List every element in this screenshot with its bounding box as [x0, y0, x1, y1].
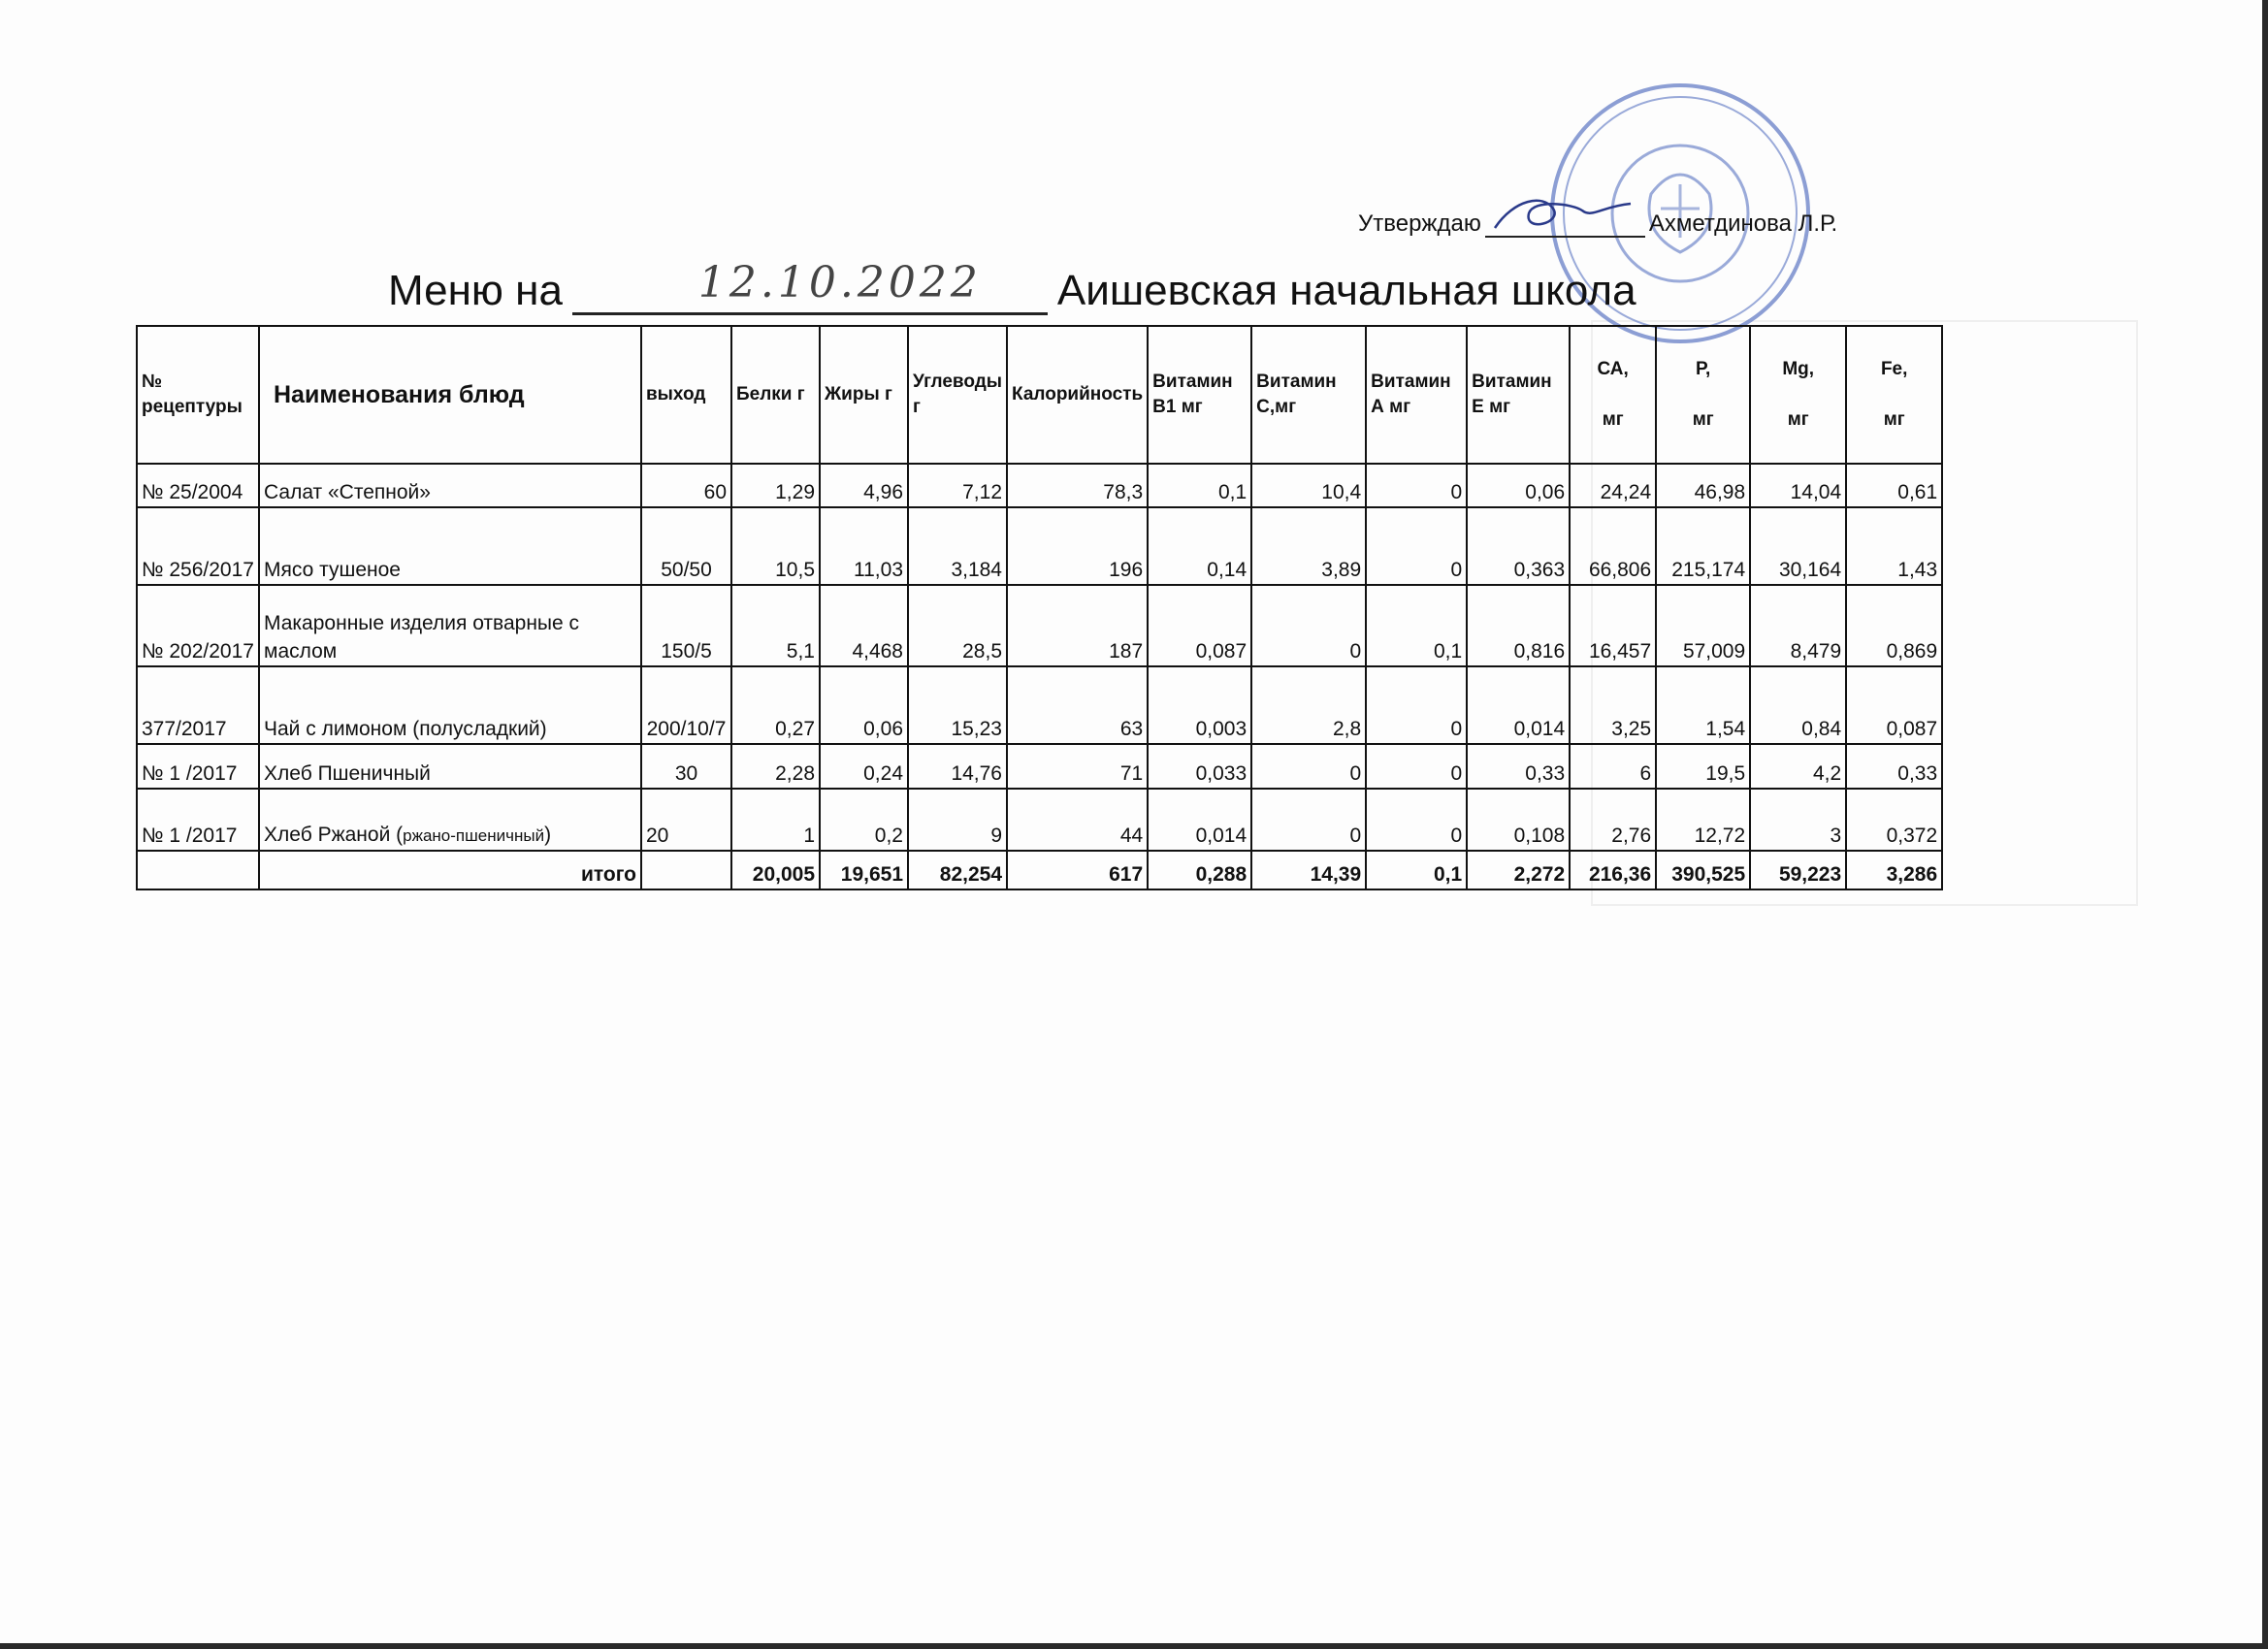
- c-cell: 3,89: [1251, 507, 1366, 585]
- ca-cell: 3,25: [1570, 666, 1656, 744]
- total-c: 14,39: [1251, 851, 1366, 889]
- carbs-cell: 14,76: [908, 744, 1007, 789]
- carbs-cell: 28,5: [908, 585, 1007, 666]
- proteins-cell: 2,28: [731, 744, 820, 789]
- mg-label: Mg,: [1782, 359, 1815, 379]
- b1-cell: 0,1: [1148, 464, 1251, 507]
- dish-cell: Чай с лимоном (полусладкий): [259, 666, 641, 744]
- a-cell: 0: [1366, 789, 1467, 851]
- total-fats: 19,651: [820, 851, 908, 889]
- mg-cell: 30,164: [1750, 507, 1846, 585]
- total-carbs: 82,254: [908, 851, 1007, 889]
- signature-line: [1485, 210, 1645, 238]
- fats-cell: 4,468: [820, 585, 908, 666]
- dish-cell: [259, 789, 641, 851]
- approval-line: [1358, 199, 1837, 238]
- calories-cell: 187: [1007, 585, 1148, 666]
- e-cell: 0,108: [1467, 789, 1570, 851]
- ca-cell: 16,457: [1570, 585, 1656, 666]
- a-cell: 0: [1366, 744, 1467, 789]
- title-prefix: Меню на: [388, 267, 563, 314]
- c-cell: 10,4: [1251, 464, 1366, 507]
- proteins-cell: 1: [731, 789, 820, 851]
- mg-cell: 8,479: [1750, 585, 1846, 666]
- total-proteins: 20,005: [731, 851, 820, 889]
- fats-cell: 0,06: [820, 666, 908, 744]
- output-cell: 50/50: [641, 507, 731, 585]
- output-cell: 20: [641, 789, 731, 851]
- a-cell: 0: [1366, 666, 1467, 744]
- output-cell: 200/10/7: [641, 666, 731, 744]
- col-vit-a: Витамин А мг: [1366, 326, 1467, 464]
- carbs-cell: 9: [908, 789, 1007, 851]
- p-cell: 1,54: [1656, 666, 1750, 744]
- col-p: [1656, 326, 1750, 464]
- col-dish-name: Наименования блюд: [259, 326, 641, 464]
- calories-cell: 71: [1007, 744, 1148, 789]
- col-carbs: Углеводы г: [908, 326, 1007, 464]
- fe-cell: 0,372: [1846, 789, 1942, 851]
- total-calories: 617: [1007, 851, 1148, 889]
- mg-cell: 3: [1750, 789, 1846, 851]
- table-row: [137, 507, 1942, 585]
- dish-cell: Мясо тушеное: [259, 507, 641, 585]
- total-p: 390,525: [1656, 851, 1750, 889]
- page-title: [388, 258, 1636, 315]
- proteins-cell: 10,5: [731, 507, 820, 585]
- dish-name-main: Хлеб Ржаной (: [264, 824, 404, 846]
- b1-cell: 0,003: [1148, 666, 1251, 744]
- col-vit-b1: Витамин В1 мг: [1148, 326, 1251, 464]
- total-mg: 59,223: [1750, 851, 1846, 889]
- col-vit-e: Витамин Е мг: [1467, 326, 1570, 464]
- a-cell: 0: [1366, 507, 1467, 585]
- col-calories: Калорийность: [1007, 326, 1148, 464]
- total-label: итого: [259, 851, 641, 889]
- col-ca: [1570, 326, 1656, 464]
- b1-cell: 0,087: [1148, 585, 1251, 666]
- mg-cell: 0,84: [1750, 666, 1846, 744]
- p-cell: 46,98: [1656, 464, 1750, 507]
- e-cell: 0,816: [1467, 585, 1570, 666]
- carbs-cell: 15,23: [908, 666, 1007, 744]
- proteins-cell: 0,27: [731, 666, 820, 744]
- ca-cell: 24,24: [1570, 464, 1656, 507]
- total-ca: 216,36: [1570, 851, 1656, 889]
- mg-cell: 14,04: [1750, 464, 1846, 507]
- scan-edge-bottom: [0, 1643, 2268, 1649]
- a-cell: 0: [1366, 464, 1467, 507]
- fats-cell: 4,96: [820, 464, 908, 507]
- dish-cell: Макаронные изделия отварные с маслом: [259, 585, 641, 666]
- b1-cell: 0,033: [1148, 744, 1251, 789]
- dish-cell: Салат «Степной»: [259, 464, 641, 507]
- e-cell: 0,06: [1467, 464, 1570, 507]
- table-row: [137, 666, 1942, 744]
- e-cell: 0,014: [1467, 666, 1570, 744]
- output-cell: 60: [641, 464, 731, 507]
- col-fats: Жиры г: [820, 326, 908, 464]
- fe-cell: 0,087: [1846, 666, 1942, 744]
- approve-label: Утверждаю: [1358, 210, 1481, 237]
- handwritten-date: 12.10.2022: [697, 258, 982, 307]
- calories-cell: 44: [1007, 789, 1148, 851]
- col-vit-c: Витамин С,мг: [1251, 326, 1366, 464]
- ca-unit: мг: [1602, 409, 1624, 430]
- total-b1: 0,288: [1148, 851, 1251, 889]
- b1-cell: 0,14: [1148, 507, 1251, 585]
- recipe-cell: № 25/2004: [137, 464, 259, 507]
- mg-cell: 4,2: [1750, 744, 1846, 789]
- p-cell: 12,72: [1656, 789, 1750, 851]
- ca-cell: 2,76: [1570, 789, 1656, 851]
- e-cell: 0,33: [1467, 744, 1570, 789]
- c-cell: 0: [1251, 585, 1366, 666]
- ca-cell: 6: [1570, 744, 1656, 789]
- col-mg: [1750, 326, 1846, 464]
- header-row: [137, 326, 1942, 464]
- recipe-cell: № 1 /2017: [137, 789, 259, 851]
- carbs-cell: 7,12: [908, 464, 1007, 507]
- dish-cell: Хлеб Пшеничный: [259, 744, 641, 789]
- b1-cell: 0,014: [1148, 789, 1251, 851]
- p-cell: 215,174: [1656, 507, 1750, 585]
- total-e: 2,272: [1467, 851, 1570, 889]
- scan-edge-right: [2262, 0, 2268, 1649]
- total-empty-cell: [137, 851, 259, 889]
- output-cell: 30: [641, 744, 731, 789]
- a-cell: 0,1: [1366, 585, 1467, 666]
- dish-name-note: ржано-пшеничный: [403, 826, 545, 845]
- p-unit: мг: [1692, 409, 1714, 430]
- col-proteins: Белки г: [731, 326, 820, 464]
- p-label: Р,: [1696, 359, 1711, 379]
- fe-unit: мг: [1883, 409, 1905, 430]
- total-fe: 3,286: [1846, 851, 1942, 889]
- table-row: [137, 789, 1942, 851]
- total-row: [137, 851, 1942, 889]
- p-cell: 19,5: [1656, 744, 1750, 789]
- fats-cell: 0,2: [820, 789, 908, 851]
- menu-table: [136, 325, 1943, 890]
- col-fe: [1846, 326, 1942, 464]
- recipe-cell: № 256/2017: [137, 507, 259, 585]
- fats-cell: 11,03: [820, 507, 908, 585]
- recipe-cell: № 202/2017: [137, 585, 259, 666]
- col-output: выход: [641, 326, 731, 464]
- table-row: [137, 585, 1942, 666]
- c-cell: 2,8: [1251, 666, 1366, 744]
- table-row: [137, 464, 1942, 507]
- signature-icon: [1485, 189, 1645, 238]
- fe-cell: 0,33: [1846, 744, 1942, 789]
- fe-label: Fe,: [1880, 359, 1908, 379]
- proteins-cell: 1,29: [731, 464, 820, 507]
- mg-unit: мг: [1787, 409, 1809, 430]
- fe-cell: 0,61: [1846, 464, 1942, 507]
- recipe-cell: 377/2017: [137, 666, 259, 744]
- date-field: [572, 258, 1048, 315]
- fe-cell: 1,43: [1846, 507, 1942, 585]
- output-cell: 150/5: [641, 585, 731, 666]
- recipe-cell: № 1 /2017: [137, 744, 259, 789]
- total-output-cell: [641, 851, 731, 889]
- fats-cell: 0,24: [820, 744, 908, 789]
- dish-name-end: ): [544, 824, 552, 846]
- carbs-cell: 3,184: [908, 507, 1007, 585]
- e-cell: 0,363: [1467, 507, 1570, 585]
- calories-cell: 196: [1007, 507, 1148, 585]
- calories-cell: 63: [1007, 666, 1148, 744]
- proteins-cell: 5,1: [731, 585, 820, 666]
- approver-name: Ахметдинова Л.Р.: [1648, 210, 1838, 237]
- c-cell: 0: [1251, 744, 1366, 789]
- fe-cell: 0,869: [1846, 585, 1942, 666]
- ca-label: СА,: [1597, 359, 1629, 379]
- c-cell: 0: [1251, 789, 1366, 851]
- table-row: [137, 744, 1942, 789]
- ca-cell: 66,806: [1570, 507, 1656, 585]
- col-recipe: № рецептуры: [137, 326, 259, 464]
- school-name: Аишевская начальная школа: [1056, 267, 1636, 314]
- calories-cell: 78,3: [1007, 464, 1148, 507]
- p-cell: 57,009: [1656, 585, 1750, 666]
- total-a: 0,1: [1366, 851, 1467, 889]
